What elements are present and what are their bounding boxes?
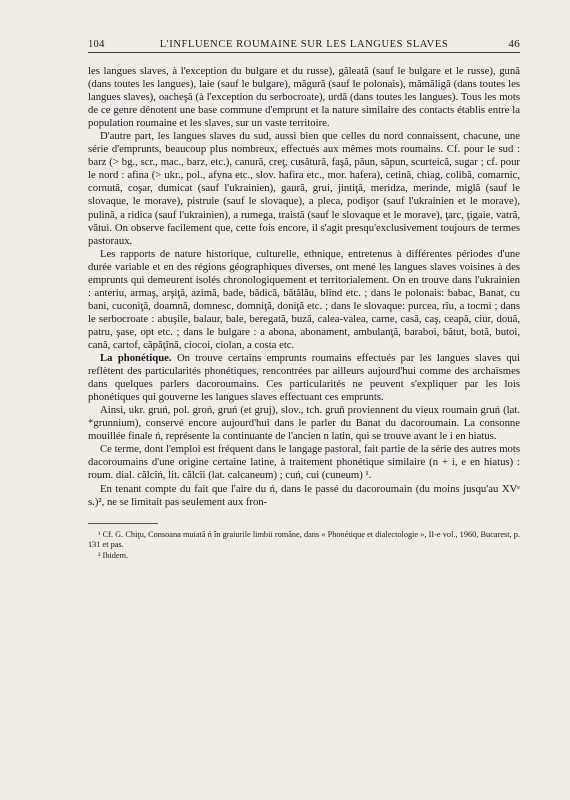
paragraph-4: La phonétique. On trouve certains emprunts roumains effectués par les langues slaves qui reflètent des particularités phonétiques, rencontrées par ailleurs aujourd'hui comme des archaïsmes dans quelques parlers dacoroumains. Ces particularités ne peuvent s'expliquer par les lois phonétiques qui gouverne les langues slaves effectuant ces emprunts. xyxy=(88,352,520,404)
section-lead: La phonétique. xyxy=(100,352,172,365)
footnotes xyxy=(88,530,520,562)
paragraph-1: les langues slaves, à l'exception du bulgare et du russe), găleată (sauf le bulgare et le russe), gună (dans toutes les langues), laie (sauf le bulgare), măgură (sauf le polonais), mămăligă (dans toutes les langues slaves), oacheşă (à l'exception du serbocroate), urdă (dans toutes les langues). Tous les mots de ce genre dénotent une base commune d'emprunt et la nature similaire des contacts établis entre la population roumaine et les slaves, sur un vaste territoire. xyxy=(88,65,520,130)
footnote-separator xyxy=(88,523,158,524)
page-number-left: 104 xyxy=(88,39,105,50)
paragraph-5: Ainsi, ukr. gruń, pol. groń, gruń (et gruj), slov., tch. gruň proviennent du vieux roumain gruń (lat. *grunnium), conservé encore aujourd'hui dans le parler du Banat du dacoroumain. La consonne mouillée finale ń, représente la continuante de l'ancien n latin, qui se trouve avant le i en hiatus. xyxy=(88,404,520,443)
footnote-1: ¹ Cf. G. Chiţu, Consoana muiată ń în graiurile limbii române, dans « Phonétique et dialectologie », II-e vol., 1960, Bucarest, p. 131 et pas. xyxy=(88,529,520,550)
running-title: L'INFLUENCE ROUMAINE SUR LES LANGUES SLAVES xyxy=(159,39,449,50)
running-header xyxy=(88,38,520,53)
paragraph-7: En tenant compte du fait que l'aire du ń, dans le passé du dacoroumain (du moins jusqu'au XVᵉ s.)², ne se limitait pas seulement aux fron- xyxy=(88,482,520,508)
paragraph-6: Ce terme, dont l'emploi est fréquent dans le langage pastoral, fait partie de la série des autres mots dacoroumains d'une origine certaine latine, à traitement phonétique similaire (n + i, e en hiatus) : roum. dial. călcîń, lit. călcîi (lat. calcaneum) ; cuń, cui (cuneum) ¹. xyxy=(88,443,520,482)
paragraph-3: Les rapports de nature historique, culturelle, ethnique, entretenus à différentes périodes d'une durée variable et en des régions géographiques diverses, ont mené les langues slaves voisines à des emprunts qui demeurent isolés chronologiquement et territorialement. On en trouve dans l'ukrainien : anteriu, armaş, arşiţă, azimă, bade, bădică, bătălău, blînd etc. ; dans le polonais: babac, Banat, cu bani, cuconiţă, doamnă, domnesc, domniţă, doniţă etc. ; dans le slovaque: purcea, rîu, a tocmi ; dans le serbocroate : abuşile, balaur, bale, beregată, buză, calea-valea, carne, casă, caş, ceapă, ciur, două, patru, şase, opt etc. ; dans le bulgare : a abona, abonament, ambulanţă, baraboi, bătut, botă, butoi, cană, cartof, căpăţînă, ciocoi, ciolan, a costa etc. xyxy=(88,247,520,351)
body-text xyxy=(88,65,520,509)
page-number-right: 46 xyxy=(508,38,520,50)
paragraph-2: D'autre part, les langues slaves du sud, aussi bien que celles du nord connaissent, chacune, une série d'emprunts, beaucoup plus nombreux, effectués aux mêmes mots roumains. Cf. pour le sud : barz (> bg., scr., mac., barz, etc.), canură, creţ, cusătură, faşă, păun, săpun, scurteică, sugar ; cf. pour le nord : afina (> ukr., pol., afyna etc., slov. hafira etc., mor. hafera), cetină, chiag, colibă, comarnic, cornută, coşar, dumicat (sauf l'ukrainien), gaură, grui, jintiţă, meridza, merinde, miglă (sauf le slovaque, le morave), pistruie (sauf le slovaque), a pleca, podişor (sauf l'ukrainien et le morave), pulină, a ridica (sauf l'ukrainien), a rumega, traistă (sauf le slovaque et le morave), ţarc, ţigaie, vatră, vătui. On observe facilement que, cette fois encore, il s'agit presqu'exclusivement toujours de termes pastoraux. xyxy=(88,130,520,247)
footnote-2: ² Ibidem. xyxy=(98,550,129,560)
